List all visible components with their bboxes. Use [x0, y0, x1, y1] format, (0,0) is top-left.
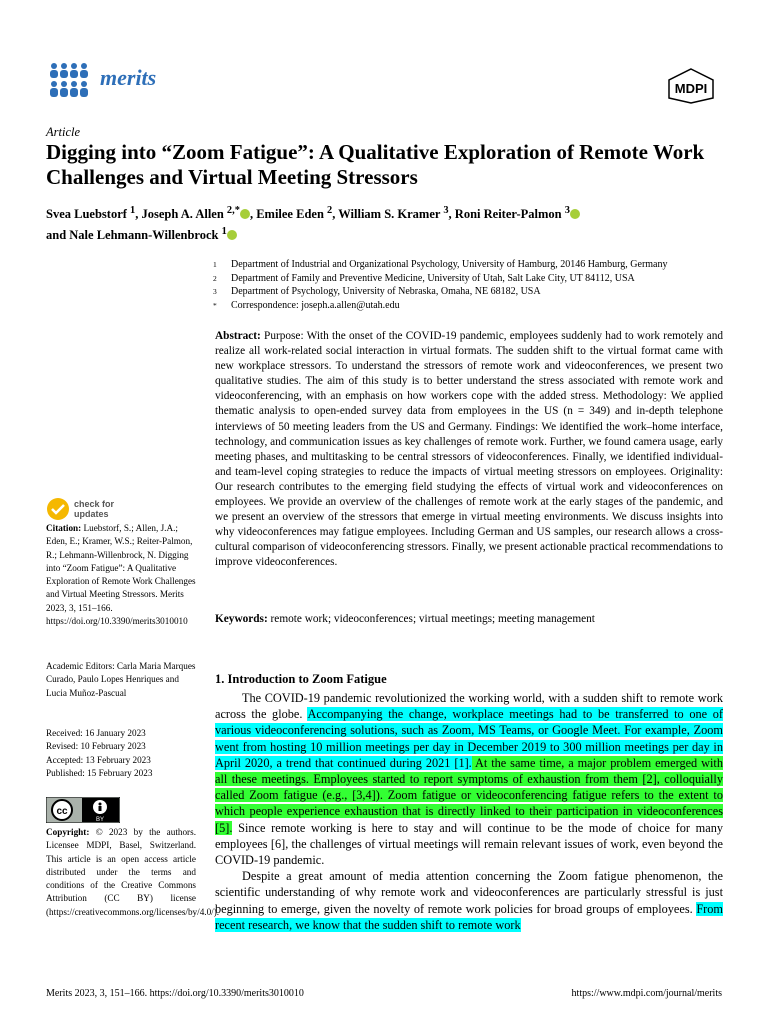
- journal-name: merits: [100, 65, 157, 90]
- authors-line-2: and Nale Lehmann-Willenbrock $^1$: [46, 223, 726, 244]
- copyright: [46, 826, 220, 919]
- correspondence: * Correspondence: joseph.a.allen@utah.edu: [213, 299, 400, 311]
- cc-by-icon: [46, 797, 120, 823]
- date-revised: Revised: 10 February 2023: [46, 741, 146, 752]
- section-heading: 1. Introduction to Zoom Fatigue: [215, 672, 387, 686]
- citation-text: Luebstorf, S.; Allen, J.A.; Eden, E.; Kramer, W.S.; Reiter-Palmon, R.; Lehmann-Willenbrock, N. Digging into “Zoom Fatigue”: A Qualitative Exploration of Remote Work Challenges and Virtual Meeting Stressors. Merits 2023, 3, 151–166. https://doi.org/10.3390/merits3010010: [46, 523, 196, 627]
- copyright-text: © 2023 by the authors. Licensee MDPI, Basel, Switzerland. This article is an open access article distributed under the terms and conditions of the Creative Commons Attribution (CC BY) license (https://creativecommons.org/licenses/by/4.0/).: [46, 827, 220, 917]
- highlight-cyan: Accompanying the change, workplace meetings had to be transferred to one of various videoconferencing solutions, such as Zoom, MS Teams, or Google Meet. For example, Zoom went from hosting 10 million meetings per day in December 2019 to 300 million meetings per day in April 2020, a trend that continued during 2021 [1].: [215, 707, 723, 770]
- keywords: [215, 613, 723, 625]
- copyright-label: Copyright:: [46, 827, 90, 837]
- footer-url[interactable]: https://www.mdpi.com/journal/merits: [571, 988, 722, 999]
- date-received: Received: 16 January 2023: [46, 728, 146, 738]
- paper-title: Digging into “Zoom Fatigue”: A Qualitative Exploration of Remote Work Challenges and Virtual Meeting Stressors: [46, 140, 705, 189]
- highlight-cyan: From recent research, we know that the sudden shift to remote work: [215, 901, 723, 932]
- affiliation-item: 2 Department of Family and Preventive Medicine, University of Utah, Salt Lake City, UT 84112, USA: [213, 272, 635, 284]
- orcid-icon[interactable]: [570, 209, 580, 219]
- abstract: [215, 329, 723, 571]
- cc-by-badge[interactable]: [46, 797, 120, 828]
- abstract-label: Abstract:: [215, 330, 261, 342]
- svg-text:BY: BY: [95, 817, 105, 823]
- date-published: Published: 15 February 2023: [46, 767, 153, 778]
- journal-logo: [46, 58, 156, 102]
- paragraph: Despite a great amount of media attention concerning the Zoom fatigue phenomenon, the scientific understanding of why remote work and videoconferences are particularly stressful is just beginning to emerge, given the novelty of remote work policies for broad groups of employees. From recent research, we know that the sudden shift to remote work: [215, 869, 723, 932]
- dates: [46, 727, 196, 780]
- keywords-label: Keywords:: [215, 613, 268, 625]
- people-logo-icon: [46, 60, 92, 100]
- check-for-updates[interactable]: [46, 497, 114, 521]
- affiliation-item: 3 Department of Psychology, University of Nebraska, Omaha, NE 68182, USA: [213, 286, 541, 297]
- keywords-text: remote work; videoconferences; virtual meetings; meeting management: [270, 613, 595, 625]
- citation: [46, 522, 196, 628]
- affiliation-item: 1 Department of Industrial and Organizational Psychology, University of Hamburg, 20146 Hamburg, Germany: [213, 259, 668, 270]
- affiliations: [213, 258, 733, 312]
- authors-line-1: Svea Luebstorf $^1$, Joseph A. Allen $^{2,*}$ , Emilee Eden $^2$, William S. Kramer $^3$, Roni Reiter-Palmon $^3$: [46, 202, 726, 223]
- footer-citation: Merits 2023, 3, 151–166. https://doi.org/10.3390/merits3010010: [46, 988, 304, 999]
- citation-label: Citation:: [46, 523, 82, 533]
- svg-text:cc: cc: [56, 806, 68, 817]
- publisher-logo: [666, 68, 716, 109]
- check-updates-icon: [46, 497, 70, 521]
- date-accepted: Accepted: 13 February 2023: [46, 754, 151, 765]
- svg-text:MDPI: MDPI: [674, 81, 708, 96]
- paragraph: The COVID-19 pandemic revolutionized the working world, with a sudden shift to remote work across the globe. Accompanying the change, workplace meetings had to be transferred to one of various videoconferencing solutions, such as Zoom, MS Teams, or Google Meet. For example, Zoom went from hosting 10 million meetings per day in December 2019 to 300 million meetings per day in April 2020, a trend that continued during 2021 [1]. At the same time, a major problem emerged with all these meetings. Employees started to report symptoms of exhaustion from them [2], colloquially called Zoom fatigue (e.g., [3,4]). Zoom fatigue or videoconferencing fatigue refers to the extent to which people experience exhaustion that is directly linked to their participation in videoconferences [5]. Since remote working is here to stay and will continue to be the mode of choice for many employees [6], the challenges of virtual meetings will remain relevant issues of work, even beyond the COVID-19 pandemic.: [215, 691, 723, 868]
- abstract-text: Purpose: With the onset of the COVID-19 pandemic, employees suddenly had to work remotely and realize all work-related social interaction in virtual formats. The sudden shift to the virtual format came with new workplace stressors. To understand the stressors of remote work and videoconferences, we present two qualitative studies. The aim of this study is to better understand the stress associated with remote work and videoconferencing, with an emphasis on how workers cope with the added stress. Methodology: We applied thematic analysis to open-ended survey data from employees in the US (n = 349) and in-depth telephone interviews of 50 meeting leaders from the US and Germany. Findings: We identified the work–home interface, technology, and communication issues as key challenges of remote work. Further, we found camera usage, early meeting phases, and multitasking to be central stressors of videoconferences. Finally, we identified individual- and team-level coping strategies to reduce the impacts of virtual meeting stressors on employees. Originality: Our research contributes to the emerging field studying the effects of virtual work and videoconferences on employees. We provide an overview of the challenges of remote work at the early stages of the pandemic, and we present an overview of the stressors that emerge in virtual meeting environments. We discuss insights into why videoconferences may fatigue employees. Including German and US samples, our research allows a cross-cultural comparison of videoconferencing stressors. Finally, we present actionable practical recommendations to improve videoconferences.: [215, 330, 723, 569]
- orcid-icon[interactable]: [227, 230, 237, 240]
- article-type: Article: [46, 125, 81, 139]
- body-text: [215, 690, 723, 933]
- author-list: [46, 202, 726, 244]
- academic-editors: Academic Editors: Carla Maria Marques Curado, Paulo Lopes Henriques and Lucia Muñoz-Pascual: [46, 661, 196, 698]
- check-updates-line2: updates: [74, 509, 109, 519]
- orcid-icon[interactable]: [240, 209, 250, 219]
- mdpi-logo-icon: [666, 68, 716, 104]
- highlight-green: At the same time, a major problem emerged with all these meetings. Employees started to report symptoms of exhaustion from them [2], colloquially called Zoom fatigue (e.g., [3,4]). Zoom fatigue or videoconferencing fatigue refers to the extent to which people experience exhaustion that is directly linked to their participation in videoconferences [5].: [215, 755, 723, 835]
- check-updates-line1: check for: [74, 499, 115, 509]
